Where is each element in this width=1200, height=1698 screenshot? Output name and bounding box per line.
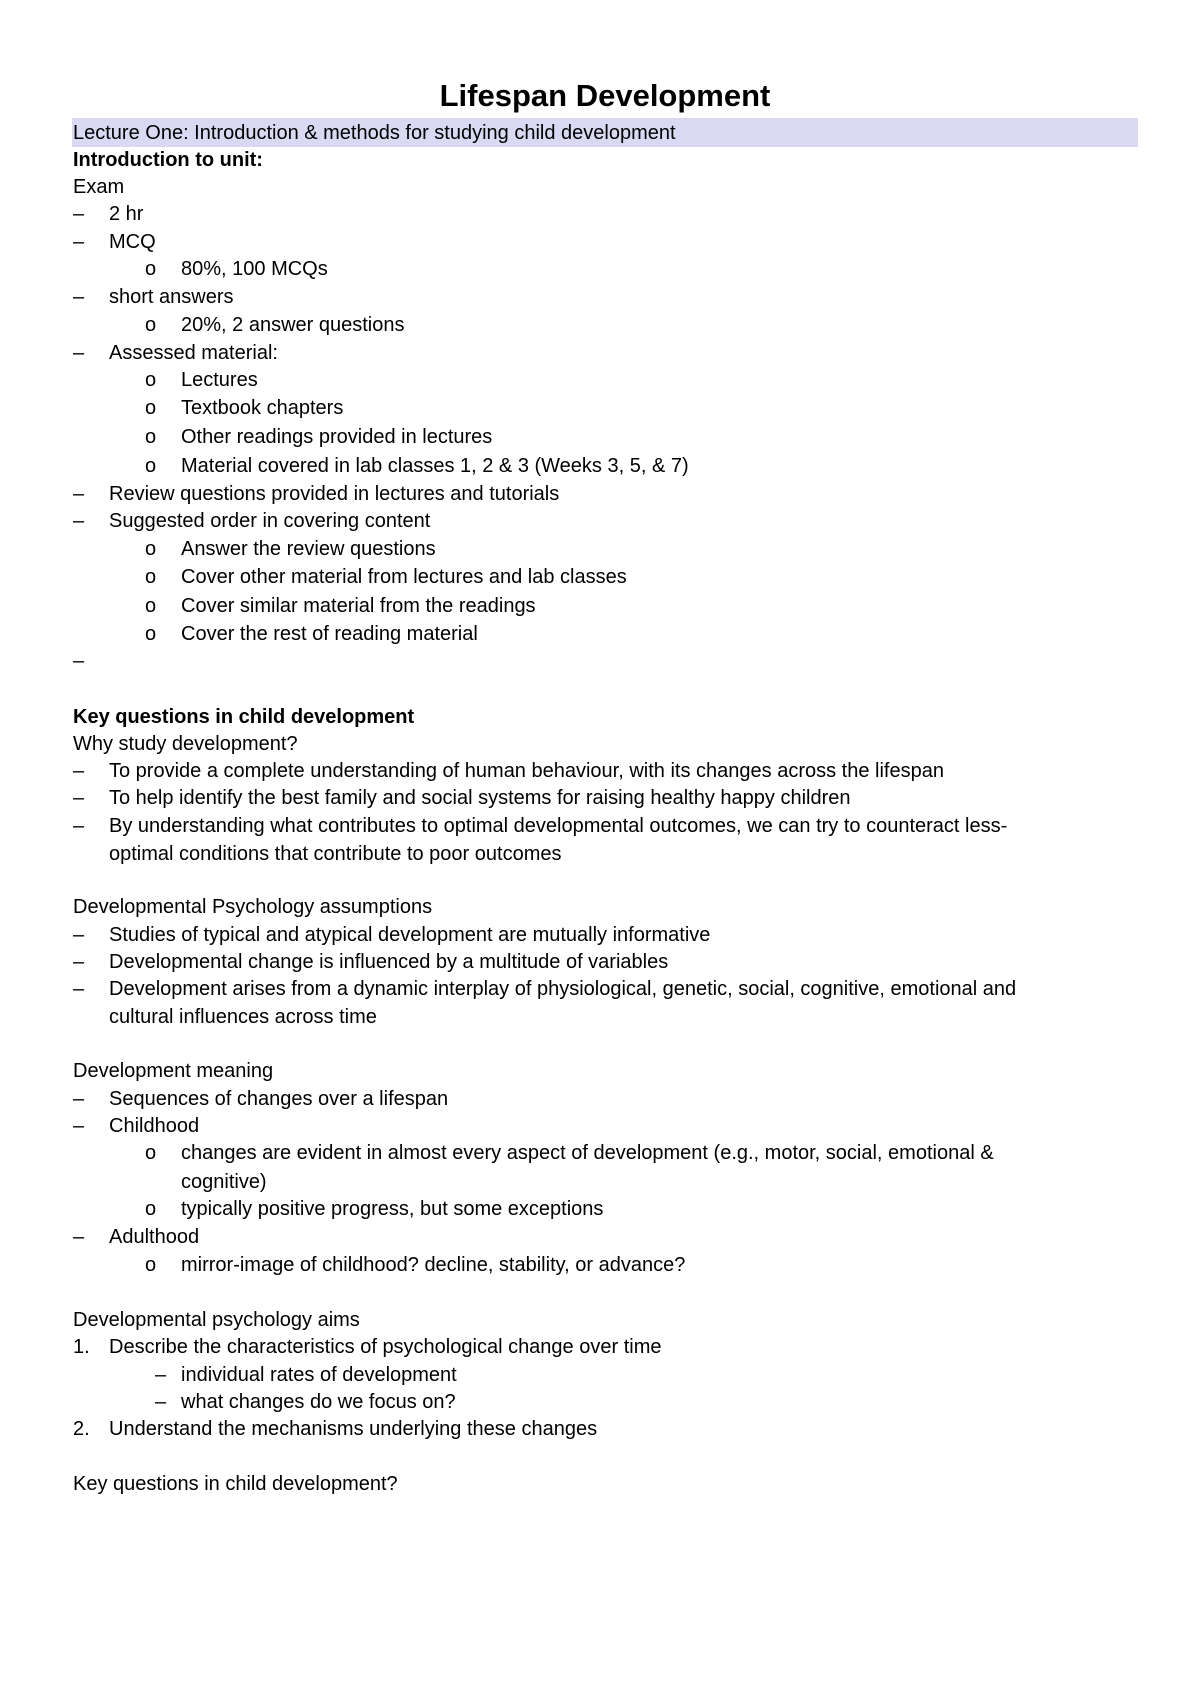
list-item-text: To help identify the best family and social systems for raising healthy happy children [109,787,851,809]
list-item-text: Material covered in lab classes 1, 2 & 3 (Weeks 3, 5, & 7) [181,455,689,477]
list-item-text: Cover other material from lectures and lab classes [181,566,627,588]
number-marker: 2. [73,1418,90,1440]
bullet-marker: o [145,595,157,617]
dash-marker: – [73,760,85,782]
dash-marker: – [73,1088,85,1110]
list-item [73,949,1137,975]
list-item [73,367,973,393]
list-item [73,976,1137,1002]
list-item [73,1086,1137,1112]
dash-marker: – [155,1364,167,1386]
list-item-continuation: cultural influences across time [109,1006,377,1028]
bullet-marker: o [145,314,157,336]
list-item [73,621,973,647]
list-item-text: 20%, 2 answer questions [181,314,405,336]
bullet-marker: o [145,623,157,645]
list-item-text: Childhood [109,1115,200,1137]
list-item [73,201,673,227]
list-item-text: Other readings provided in lectures [181,426,493,448]
subheading: Developmental psychology aims [73,1309,360,1331]
list-item-text: Describe the characteristics of psychological change over time [109,1336,662,1358]
list-item-text: Understand the mechanisms underlying these changes [109,1418,598,1440]
list-item [73,453,973,479]
document-title: Lifespan Development [439,78,771,113]
list-item-text: Lectures [181,369,258,391]
list-item-text: Development arises from a dynamic interplay of physiological, genetic, social, cognitive, emotional and [109,978,1017,1000]
list-item-text: 80%, 100 MCQs [181,258,328,280]
list-item [73,508,973,534]
list-item [73,481,973,507]
dash-marker: – [73,203,85,225]
dash-marker: – [73,978,85,1000]
list-item-text: Suggested order in covering content [109,510,431,532]
list-item [73,395,973,421]
section-heading: Key questions in child development [73,706,415,728]
dash-marker: – [73,342,85,364]
bullet-marker: o [145,538,157,560]
dash-marker: – [155,1391,167,1413]
exam-label: Exam [73,176,125,198]
list-item-text: Sequences of changes over a lifespan [109,1088,449,1110]
dash-marker: – [73,1226,85,1248]
list-item [73,1252,1137,1278]
list-item-text: Review questions provided in lectures and tutorials [109,483,560,505]
list-item-text: Textbook chapters [181,397,344,419]
dash-marker: – [73,951,85,973]
dash-marker: – [73,286,85,308]
numbered-item [73,1416,1137,1442]
list-item-continuation: optimal conditions that contribute to poor outcomes [109,843,562,865]
bullet-marker: o [145,369,157,391]
list-item-text: Assessed material: [109,342,278,364]
intro-heading: Introduction to unit: [73,149,263,171]
list-item [73,1196,1137,1222]
list-item-text: short answers [109,286,234,308]
list-item [73,813,1137,839]
subheading: Why study development? [73,733,298,755]
list-item-text: Cover similar material from the readings [181,595,536,617]
list-item [73,1113,1137,1139]
bullet-marker: o [145,397,157,419]
bullet-marker: o [145,426,157,448]
subheading: Development meaning [73,1060,274,1082]
list-item [73,564,973,590]
subheading: Developmental Psychology assumptions [73,896,433,918]
list-item [73,284,673,310]
list-item [73,922,1137,948]
bullet-marker: o [145,258,157,280]
dash-marker: – [73,231,85,253]
list-item [73,424,973,450]
dash-marker: – [73,483,85,505]
list-item [73,785,1137,811]
list-item-text: individual rates of development [181,1364,457,1386]
dash-marker: – [73,815,85,837]
number-marker: 1. [73,1336,90,1358]
dash-marker: – [73,1115,85,1137]
list-item-text: Cover the rest of reading material [181,623,478,645]
list-item-text: MCQ [109,231,156,253]
list-item-text: mirror-image of childhood? decline, stability, or advance? [181,1254,686,1276]
list-item-continuation: cognitive) [181,1171,267,1193]
list-item-text: To provide a complete understanding of human behaviour, with its changes across the lifespan [109,760,944,782]
bullet-marker: o [145,455,157,477]
list-item [73,1389,1137,1415]
list-item-empty [73,648,173,674]
list-item-text: Studies of typical and atypical development are mutually informative [109,924,711,946]
list-item [73,1224,1137,1250]
list-item-text: 2 hr [109,203,144,225]
list-item-text: Developmental change is influenced by a multitude of variables [109,951,669,973]
list-item [73,340,673,366]
list-item [73,536,973,562]
dash-marker: – [73,924,85,946]
list-item [73,229,673,255]
list-item [73,256,673,282]
list-item-text: By understanding what contributes to optimal developmental outcomes, we can try to counteract less- [109,815,1008,837]
numbered-item [73,1334,1137,1360]
list-item-text: changes are evident in almost every aspect of development (e.g., motor, social, emotional & [181,1142,994,1164]
dash-marker: – [73,650,85,672]
list-item-text: what changes do we focus on? [181,1391,456,1413]
subheading: Key questions in child development? [73,1473,398,1495]
bullet-marker: o [145,1142,157,1164]
list-item [73,1140,1137,1166]
dash-marker: – [73,787,85,809]
list-item [73,312,673,338]
dash-marker: – [73,510,85,532]
bullet-marker: o [145,1198,157,1220]
list-item-text: typically positive progress, but some exceptions [181,1198,604,1220]
list-item [73,1362,1137,1388]
list-item-text: Answer the review questions [181,538,436,560]
list-item [73,593,973,619]
lecture-heading: Lecture One: Introduction & methods for studying child development [73,122,676,144]
list-item-text: Adulthood [109,1226,200,1248]
list-item [73,758,1137,784]
bullet-marker: o [145,1254,157,1276]
bullet-marker: o [145,566,157,588]
